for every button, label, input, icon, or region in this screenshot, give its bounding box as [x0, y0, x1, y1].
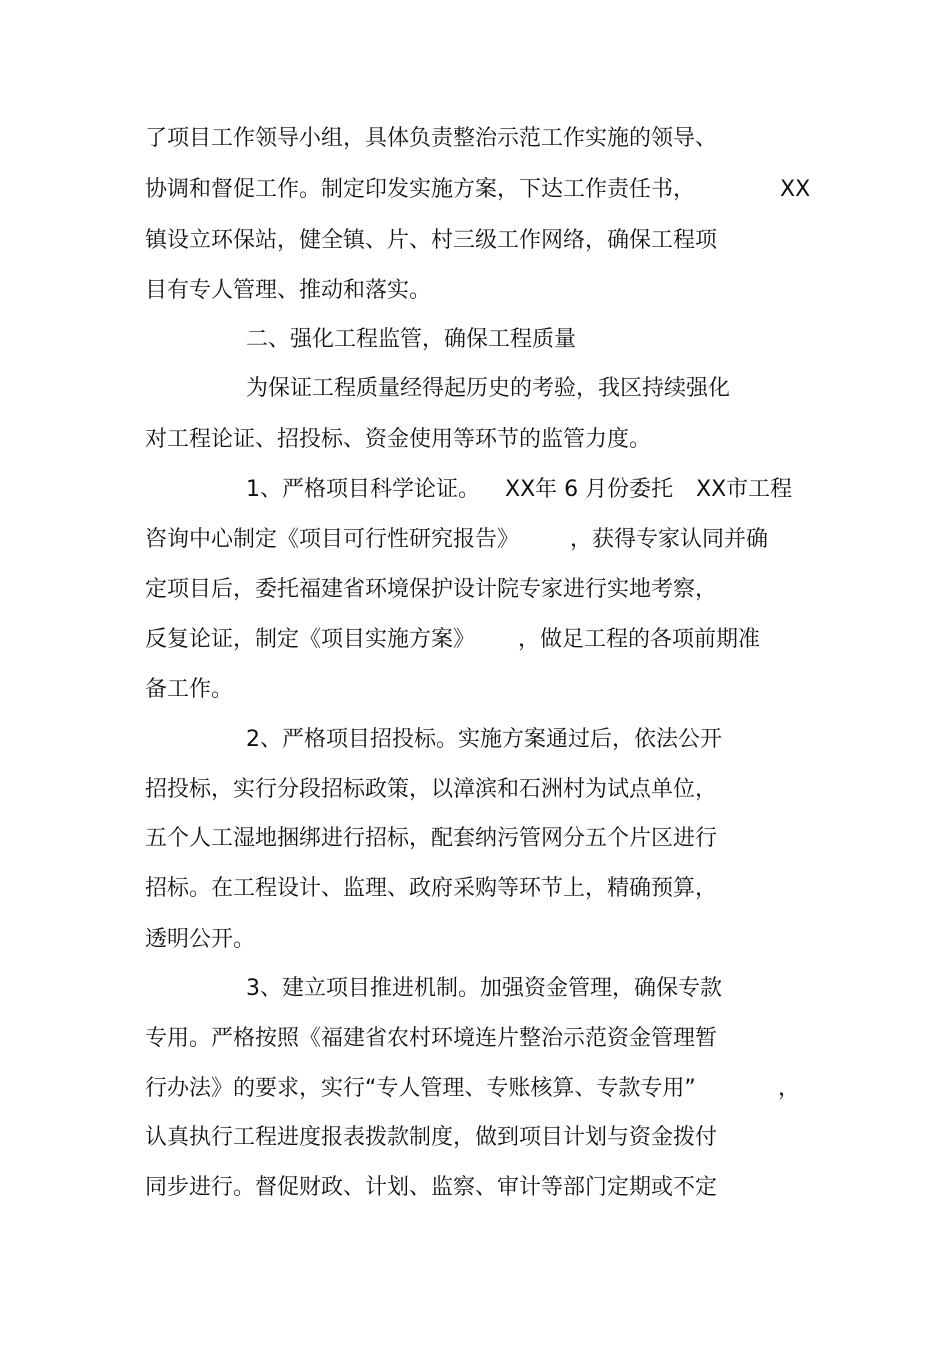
text-line [0, 626, 761, 654]
text-line [0, 1124, 718, 1152]
text-segment: 镇设立环保站，健全镇、片、村三级工作网络，确保工程项 [145, 228, 718, 253]
text-segment: XX [780, 177, 811, 202]
text-segment: 协调和督促工作。制定印发实施方案，下达工作责任书， [145, 177, 696, 202]
text-segment: 二、强化工程监管，确保工程质量 [246, 327, 577, 352]
text-segment: 对工程论证、招投标、资金使用等环节的监管力度。 [145, 427, 652, 452]
text-line [0, 1075, 801, 1103]
text-line [0, 726, 722, 754]
text-segment: 目有专人管理、推动和落实。 [145, 278, 432, 303]
text-segment: 2、严格项目招投标。实施方案通过后，依法公开 [246, 727, 722, 752]
text-segment: 1、严格项目科学论证。 [246, 477, 480, 502]
text-segment: 3、建立项目推进机制。加强资金管理，确保专款 [246, 976, 722, 1001]
text-line [0, 1025, 718, 1053]
text-segment: ，做足工程的各项前期准 [518, 627, 761, 652]
text-line [0, 975, 722, 1003]
text-line [0, 426, 652, 454]
text-segment: 行办法》的要求，实行“专人管理、专账核算、专款专用” [145, 1076, 696, 1101]
text-line [0, 1174, 718, 1202]
text-line [0, 676, 234, 704]
section-heading [0, 326, 577, 354]
text-segment: ，获得专家认同并确 [570, 527, 769, 552]
text-segment: 招投标，实行分段招标政策，以漳滨和石洲村为试点单位， [145, 777, 718, 802]
text-line [0, 227, 718, 255]
text-segment: 认真执行工程进度报表拨款制度，做到项目计划与资金拨付 [145, 1125, 718, 1150]
text-line [0, 375, 731, 403]
text-line [0, 277, 432, 305]
text-line [0, 176, 811, 204]
text-line [0, 825, 718, 853]
text-segment: 专用。严格按照《福建省农村环境连片整治示范资金管理暂 [145, 1026, 718, 1051]
text-segment: 咨询中心制定《项目可行性研究报告》 [145, 527, 520, 552]
text-segment: 反复论证，制定《项目实施方案》 [145, 627, 476, 652]
text-line [0, 875, 718, 903]
text-segment: 了项目工作领导小组，具体负责整治示范工作实施的领导、 [145, 126, 718, 151]
text-line [0, 526, 769, 554]
text-segment: ， [778, 1076, 801, 1101]
text-segment: 招标。在工程设计、监理、政府采购等环节上，精确预算， [145, 876, 718, 901]
text-segment: XX年 6 月份委托 [505, 477, 674, 502]
text-line [0, 926, 256, 954]
text-segment: 备工作。 [145, 677, 234, 702]
text-segment: XX市工程 [696, 477, 793, 502]
text-segment: 透明公开。 [145, 927, 256, 952]
text-line [0, 576, 718, 604]
text-segment: 为保证工程质量经得起历史的考验，我区持续强化 [246, 376, 731, 401]
text-line [0, 125, 718, 153]
text-line [0, 776, 718, 804]
text-line [0, 476, 793, 504]
text-segment: 同步进行。督促财政、计划、监察、审计等部门定期或不定 [145, 1175, 718, 1200]
text-segment: 定项目后，委托福建省环境保护设计院专家进行实地考察， [145, 577, 718, 602]
text-segment: 五个人工湿地捆绑进行招标，配套纳污管网分五个片区进行 [145, 826, 718, 851]
